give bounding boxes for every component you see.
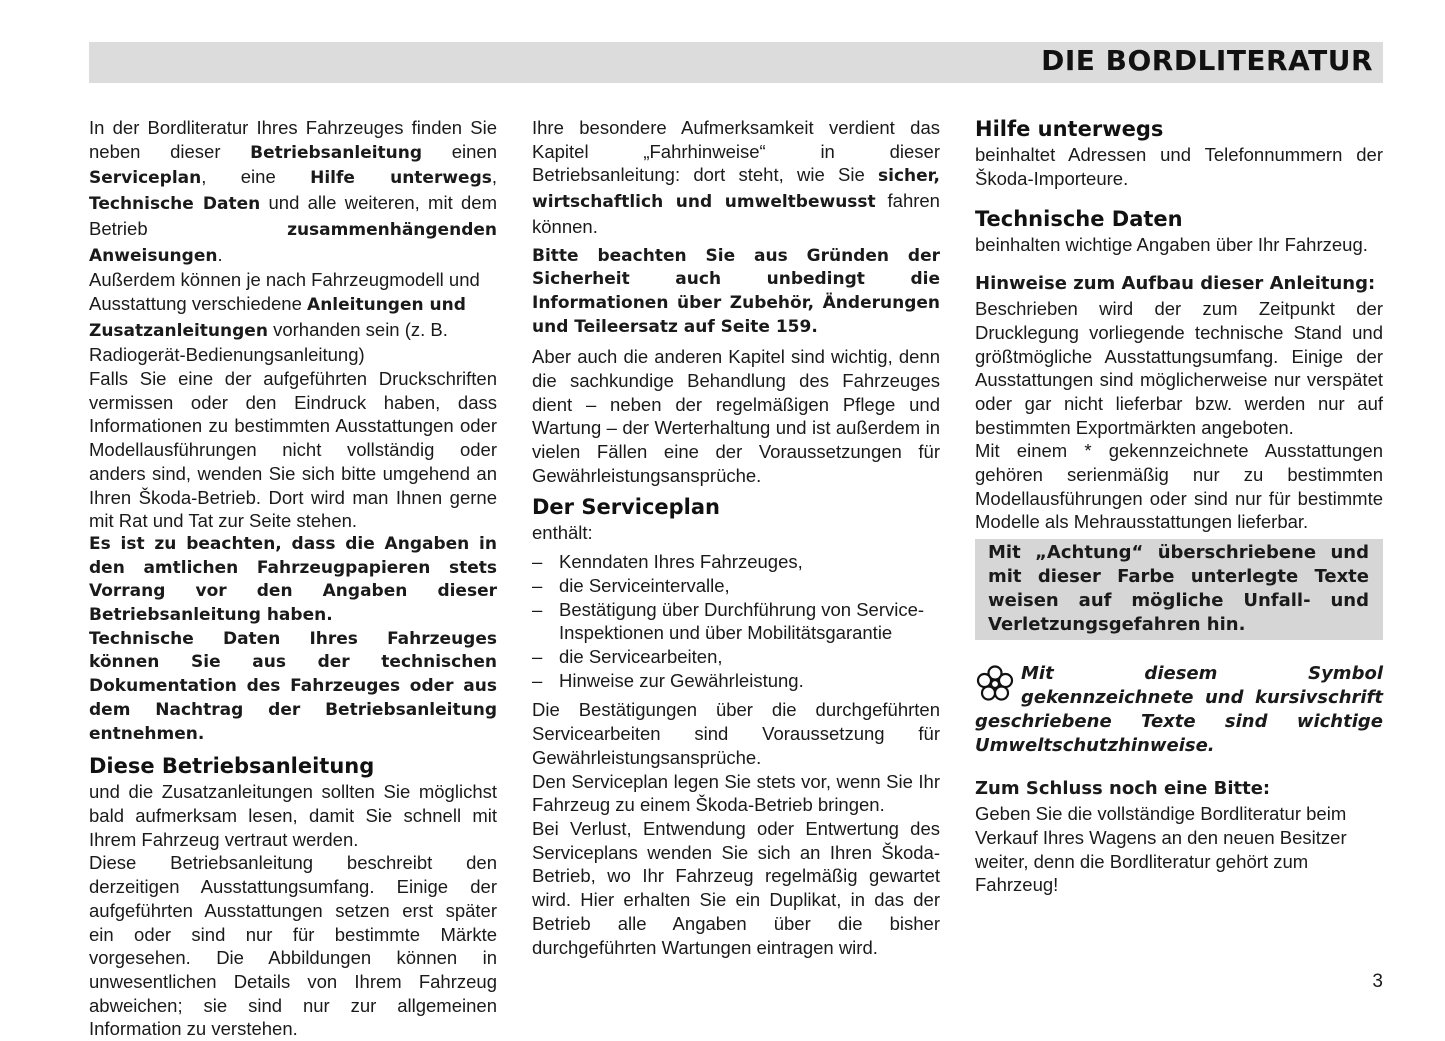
list-item: – Hinweise zur Gewährleistung. xyxy=(532,669,940,693)
confirmation-paragraph: Die Bestätigungen über die durchgeführten Servicearbeiten sind Voraussetzung für Gewährleistungsansprüche. xyxy=(532,699,940,768)
safety-note: Bitte beachten Sie aus Gründen der Sicherheit auch unbedingt die Informationen über Zubehör, Änderungen und Teileersatz auf Seite 159. xyxy=(532,245,940,337)
list-item: – Bestätigung über Durchführung von Service-Inspektionen und über Mobilitätsgarantie xyxy=(532,598,940,645)
lost-serviceplan-paragraph: Bei Verlust, Entwendung oder Entwertung des Serviceplans wenden Sie sich an Ihren Škoda-Betrieb, wo Ihr Fahrzeug regelmäßig gewartet wird. Hier erhalten Sie ein Duplikat, in das der Betrieb alle Angaben über die bisher durchgeführten Wartungen eintragen wird. xyxy=(532,817,940,958)
page-number: 3 xyxy=(1372,971,1383,992)
intro-paragraph: In der Bordliteratur Ihres Fahrzeuges finden Sie neben dieser Betriebsanleitung einen Serviceplan, eine Hilfe unterwegs, Technische Daten und alle weiteren, mit dem Betrieb zusammenhängenden Anweisungen. xyxy=(89,117,497,266)
column-right xyxy=(975,116,1383,897)
section-heading-serviceplan: Der Serviceplan xyxy=(532,494,720,519)
list-item: – Kenndaten Ihres Fahrzeuges, xyxy=(532,550,940,574)
closing-paragraph: Geben Sie die vollständige Bordliteratur beim Verkauf Ihres Wagens an den neuen Besitzer weiter, denn die Bordliteratur gehört zum Fahrzeug! xyxy=(975,803,1347,896)
additional-manuals-paragraph: Außerdem können je nach Fahrzeugmodell und Ausstattung verschiedene Anleitungen und Zusatzanleitungen vorhanden sein (z. B. Radiogerät-Bedienungsanleitung) xyxy=(89,269,480,366)
vehicle-papers-note: Es ist zu beachten, dass die Angaben in den amtlichen Fahrzeugpapieren stets Vorrang vor den Angaben dieser Betriebsanleitung haben. xyxy=(89,533,497,626)
structure-paragraph: Beschrieben wird der zum Zeitpunkt der Drucklegung vorliegende technische Stand und größtmögliche Ausstattungsumfang. Einige der Ausstattungen sind möglicherweise nur verspätet oder gar nicht lieferbar bzw. werden nur auf bestimmten Exportmärkten angeboten. xyxy=(975,298,1383,438)
section-heading-techdata: Technische Daten xyxy=(975,207,1183,232)
page-title: DIE BORDLITERATUR xyxy=(1041,44,1373,77)
column-middle xyxy=(532,116,940,959)
serviceplan-contains: enthält: xyxy=(532,521,593,543)
help-paragraph: beinhaltet Adressen und Telefonnummern der Škoda-Importeure. xyxy=(975,144,1383,189)
missing-documents-paragraph: Falls Sie eine der aufgeführten Druckschriften vermissen oder den Eindruck haben, dass Informationen zu bestimmten Ausstattungen oder Modellausführungen nicht vollständig oder anders sind, wenden Sie sich bitte umgehend an Ihren Škoda-Betrieb. Dort wird man Ihnen gerne mit Rat und Tat zur Seite stehen. xyxy=(89,368,497,532)
list-item: – die Servicearbeiten, xyxy=(532,645,940,669)
environment-note xyxy=(975,662,1383,758)
section-heading-manual: Diese Betriebsanleitung xyxy=(89,754,375,779)
manual-read-paragraph: und die Zusatzanleitungen sollten Sie möglichst bald aufmerksam lesen, damit Sie schnell mit Ihrem Fahrzeug vertraut werden. xyxy=(89,781,497,850)
header-bar xyxy=(89,42,1383,83)
manual-scope-paragraph: Diese Betriebsanleitung beschreibt den derzeitigen Ausstattungsumfang. Einige der aufgeführten Ausstattungen setzen erst später ein oder sind nur für bestimmte Märkte vorgesehen. Die Abbildungen können in unwesentlichen Details von Ihrem Fahrzeug abweichen; sie sind nur zur allgemeinen Information zu verstehen. xyxy=(89,852,497,1040)
section-heading-help: Hilfe unterwegs xyxy=(975,117,1164,141)
technical-data-note: Technische Daten Ihres Fahrzeuges können Sie aus der technischen Dokumentation des Fahrzeuges oder aus dem Nachtrag der Betriebsanleitung entnehmen. xyxy=(89,628,497,744)
section-heading-closing: Zum Schluss noch eine Bitte: xyxy=(975,778,1271,800)
flower-icon xyxy=(975,664,1015,704)
techdata-paragraph: beinhalten wichtige Angaben über Ihr Fahrzeug. xyxy=(975,234,1368,256)
environment-text: Mit diesem Symbol gekennzeichnete und kursivschrift geschriebene Texte sind wichtige Umweltschutzhinweise. xyxy=(975,663,1383,757)
other-chapters-paragraph: Aber auch die anderen Kapitel sind wichtig, denn die sachkundige Behandlung des Fahrzeuges dient – neben der regelmäßigen Pflege und Wartung – der Werterhaltung und ist außerdem in vielen Fällen eine der Voraussetzungen für Gewährleistungsansprüche. xyxy=(532,346,940,486)
warning-box: Mit „Achtung“ überschriebene und mit dieser Farbe unterlegte Texte weisen auf mögliche Unfall- und Verletzungsgefahren hin. xyxy=(975,539,1383,640)
asterisk-paragraph: Mit einem * gekennzeichnete Ausstattungen gehören serienmäßig nur zu bestimmten Modellausführungen oder sind nur für bestimmte Modelle als Mehrausstattungen lieferbar. xyxy=(975,440,1383,533)
driving-tips-paragraph: Ihre besondere Aufmerksamkeit verdient das Kapitel „Fahrhinweise“ in dieser Betriebsanleitung: dort steht, wie Sie sicher, wirtschaftlich und umweltbewusst fahren können. xyxy=(532,117,940,237)
serviceplan-list xyxy=(532,550,940,692)
section-heading-structure: Hinweise zum Aufbau dieser Anleitung: xyxy=(975,273,1376,295)
list-item: – die Serviceintervalle, xyxy=(532,574,940,598)
present-serviceplan-paragraph: Den Serviceplan legen Sie stets vor, wenn Sie Ihr Fahrzeug zu einem Škoda-Betrieb bringen. xyxy=(532,770,940,816)
column-left xyxy=(89,116,497,1041)
